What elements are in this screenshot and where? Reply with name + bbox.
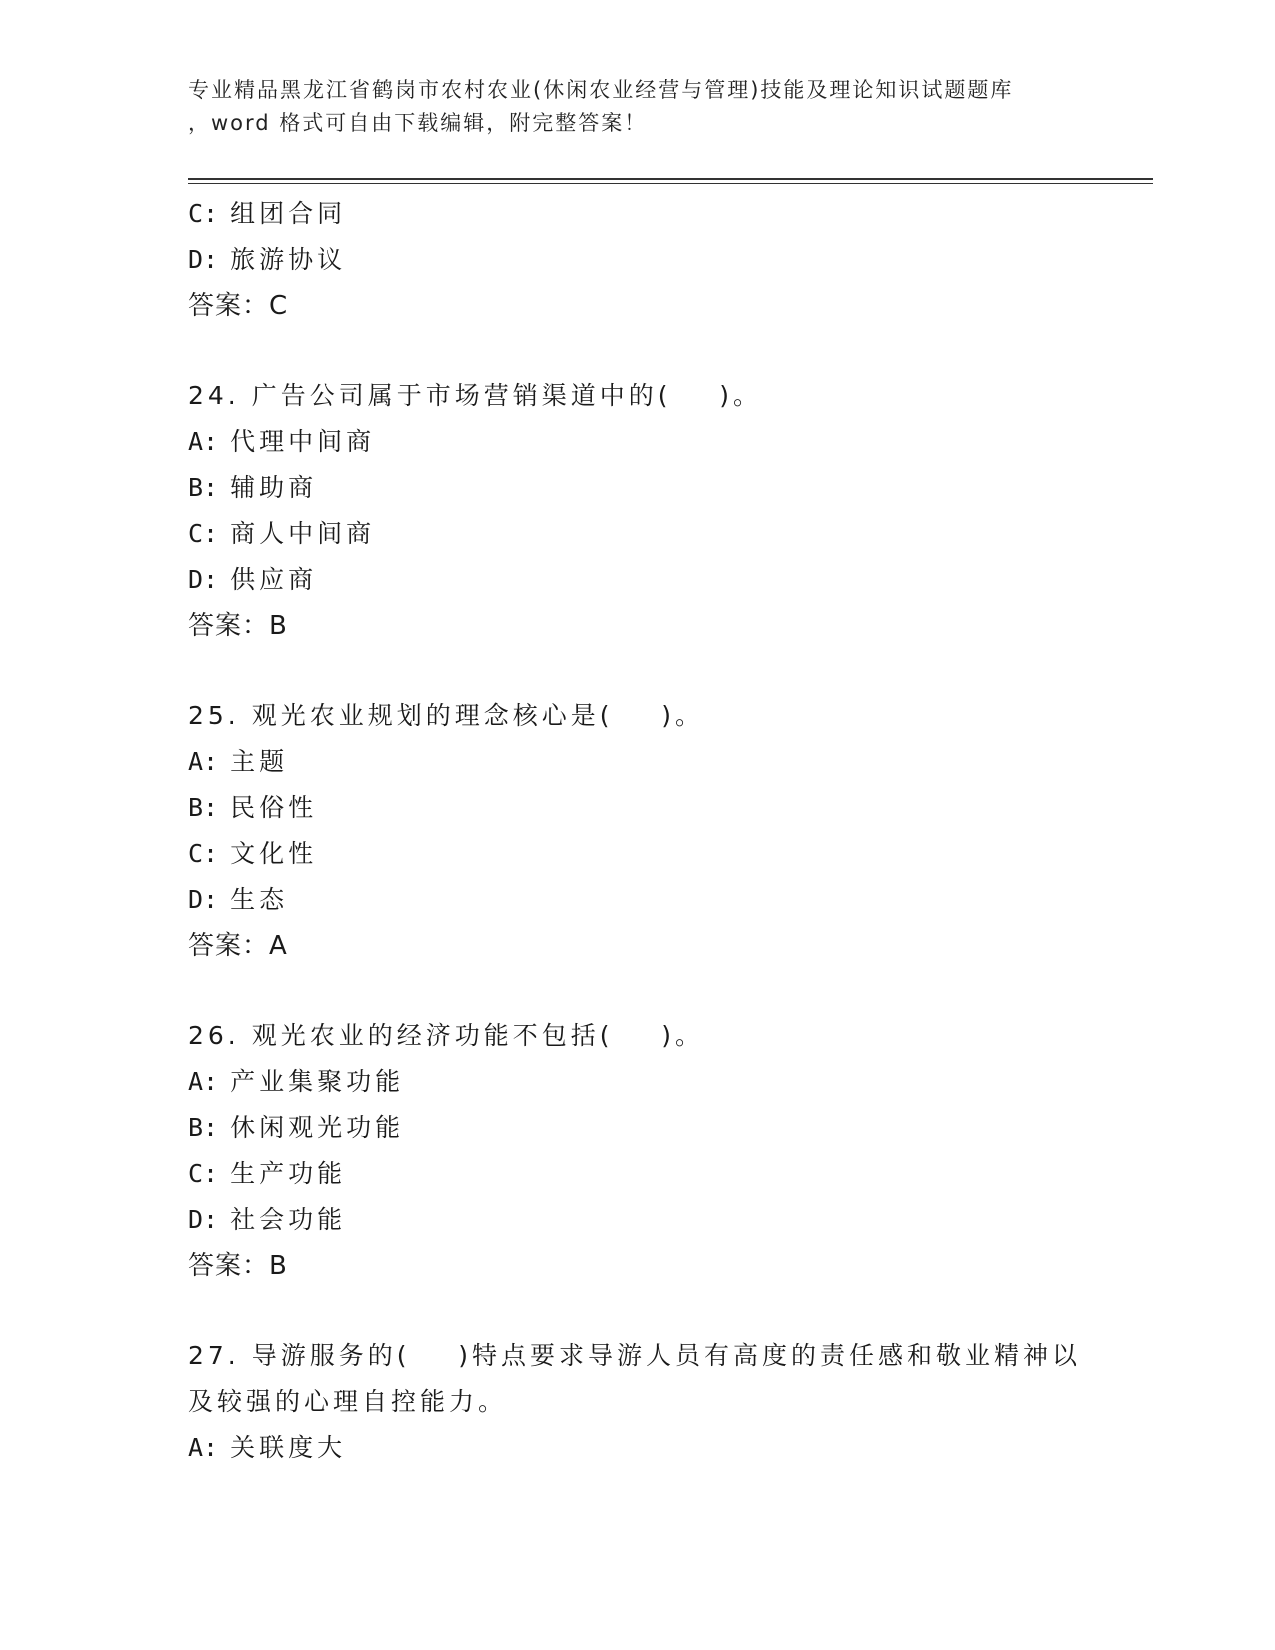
question-stem: 26. 观光农业的经济功能不包括( )。 bbox=[188, 1021, 705, 1050]
option-letter: A: bbox=[188, 1067, 219, 1096]
option-c bbox=[188, 511, 1108, 557]
option-text: 生态 bbox=[230, 885, 289, 914]
option-text: 民俗性 bbox=[230, 793, 318, 822]
option-d bbox=[188, 1197, 1108, 1243]
option-text: 社会功能 bbox=[230, 1205, 347, 1234]
option-c bbox=[188, 1151, 1108, 1197]
option-letter: D: bbox=[188, 885, 219, 914]
option-letter: C: bbox=[188, 199, 219, 228]
option-text: 旅游协议 bbox=[230, 245, 347, 274]
option-b bbox=[188, 1105, 1108, 1151]
option-letter: D: bbox=[188, 245, 219, 274]
option-text: 主题 bbox=[230, 747, 289, 776]
answer-line: 答案：B bbox=[188, 1251, 288, 1281]
option-letter: D: bbox=[188, 565, 219, 594]
option-letter: C: bbox=[188, 1159, 219, 1188]
option-letter: B: bbox=[188, 793, 219, 822]
option-text: 休闲观光功能 bbox=[230, 1113, 405, 1142]
question-stem: 25. 观光农业规划的理念核心是( )。 bbox=[188, 701, 705, 730]
answer-line: 答案：B bbox=[188, 611, 288, 641]
option-c bbox=[188, 831, 1108, 877]
question-25 bbox=[188, 693, 1108, 969]
option-letter: D: bbox=[188, 1205, 219, 1234]
option-letter: A: bbox=[188, 1433, 219, 1462]
option-b bbox=[188, 785, 1108, 831]
option-text: 辅助商 bbox=[230, 473, 318, 502]
option-a bbox=[188, 1059, 1108, 1105]
option-b bbox=[188, 465, 1108, 511]
option-text: 产业集聚功能 bbox=[230, 1067, 405, 1096]
question-26 bbox=[188, 1013, 1108, 1289]
option-text: 文化性 bbox=[230, 839, 318, 868]
option-letter: B: bbox=[188, 473, 219, 502]
option-letter: A: bbox=[188, 427, 219, 456]
page-header bbox=[188, 74, 1088, 140]
option-d bbox=[188, 877, 1108, 923]
option-c bbox=[188, 191, 1108, 237]
option-text: 代理中间商 bbox=[230, 427, 376, 456]
option-d bbox=[188, 237, 1108, 283]
header-subtitle-line: ，word 格式可自由下载编辑，附完整答案！ bbox=[188, 111, 648, 135]
question-stem: 24. 广告公司属于市场营销渠道中的( )。 bbox=[188, 381, 763, 410]
header-divider bbox=[188, 178, 1153, 184]
option-a bbox=[188, 419, 1108, 465]
option-a bbox=[188, 739, 1108, 785]
question-list bbox=[188, 191, 1108, 1471]
option-text: 商人中间商 bbox=[230, 519, 376, 548]
question-stem: 27. 导游服务的( )特点要求导游人员有高度的责任感和敬业精神以 bbox=[188, 1341, 1082, 1370]
question-stem-continued: 及较强的心理自控能力。 bbox=[188, 1387, 508, 1416]
option-letter: C: bbox=[188, 519, 219, 548]
answer-line: 答案：C bbox=[188, 291, 289, 321]
option-text: 生产功能 bbox=[230, 1159, 347, 1188]
question-27 bbox=[188, 1333, 1108, 1471]
question-24 bbox=[188, 373, 1108, 649]
answer-line: 答案：A bbox=[188, 931, 288, 961]
question-23-tail bbox=[188, 191, 1108, 329]
option-a bbox=[188, 1425, 1108, 1471]
option-text: 供应商 bbox=[230, 565, 318, 594]
option-text: 关联度大 bbox=[230, 1433, 347, 1462]
option-letter: A: bbox=[188, 747, 219, 776]
option-letter: B: bbox=[188, 1113, 219, 1142]
option-letter: C: bbox=[188, 839, 219, 868]
option-d bbox=[188, 557, 1108, 603]
option-text: 组团合同 bbox=[230, 199, 347, 228]
header-title-line: 专业精品黑龙江省鹤岗市农村农业(休闲农业经营与管理)技能及理论知识试题题库 bbox=[188, 78, 1014, 102]
